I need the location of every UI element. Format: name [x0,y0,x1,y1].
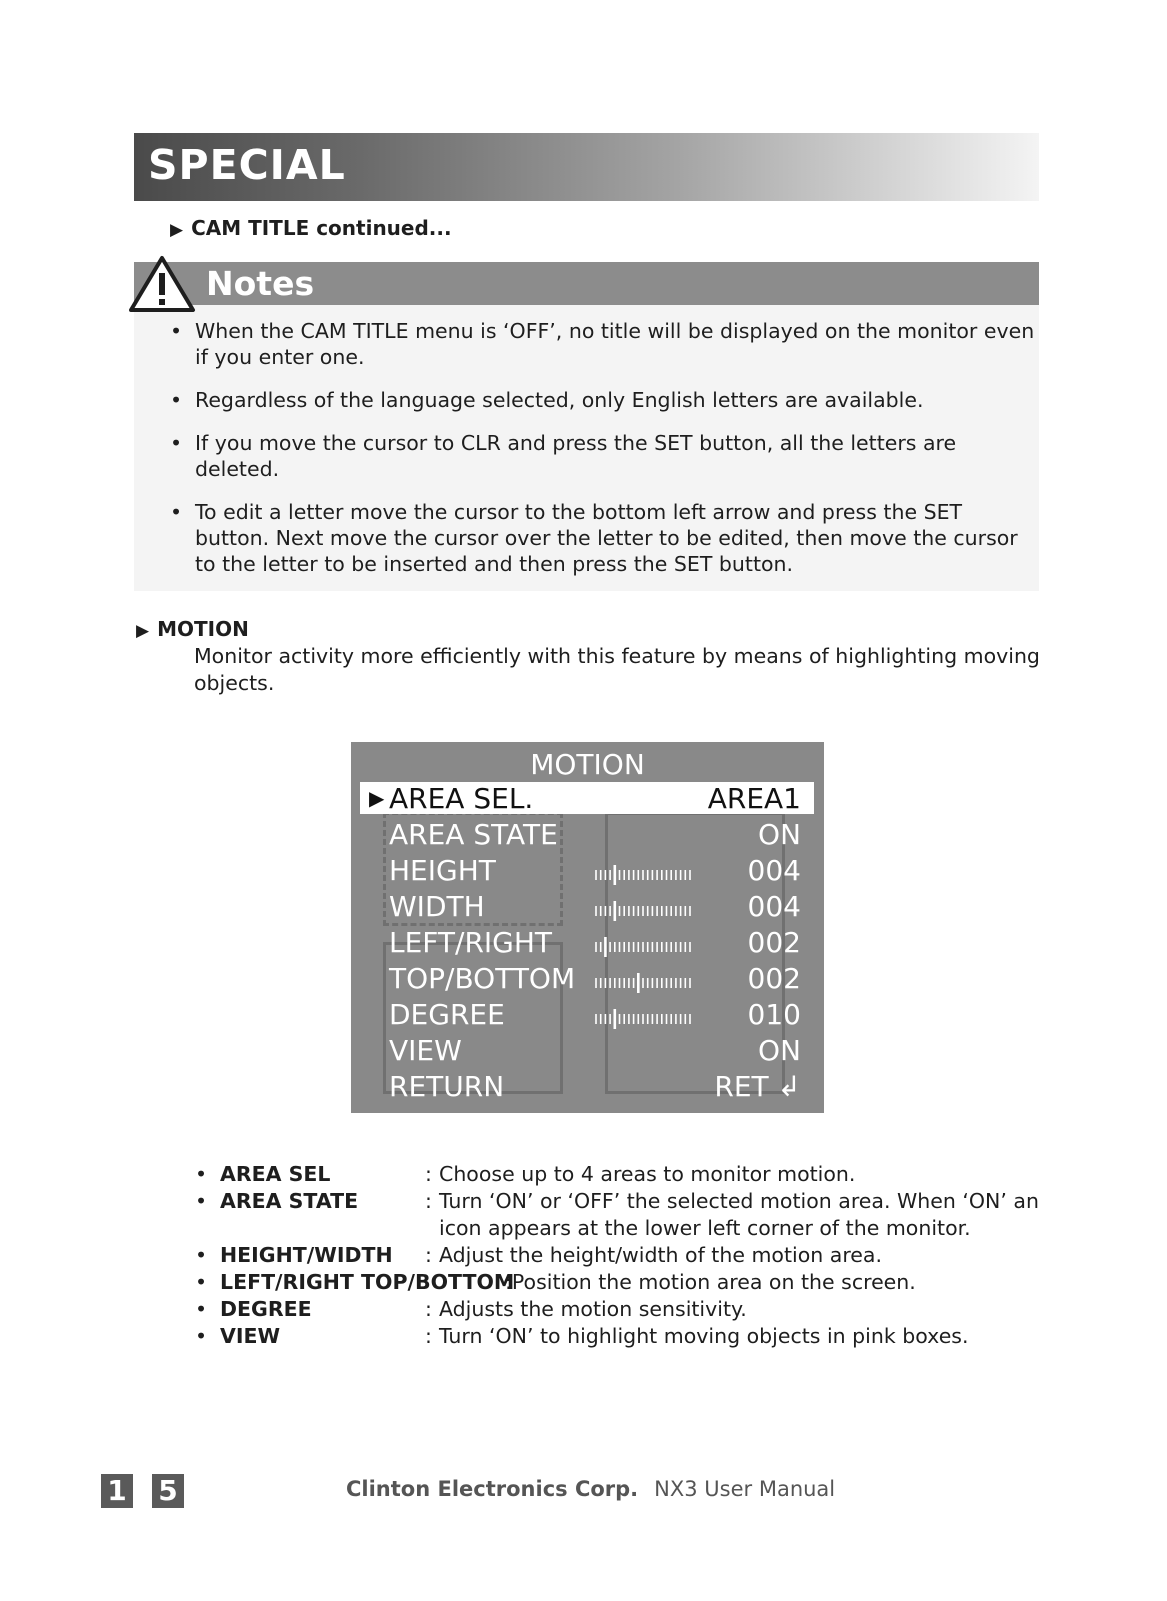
osd-row[interactable] [351,926,824,962]
parameter-list [195,1161,1095,1350]
motion-description: Monitor activity more efficiently with this feature by means of highlighting moving objects. [194,644,1040,695]
osd-row-value: 002 [747,962,801,995]
notes-list [166,318,1036,594]
bullet: • [195,1270,208,1294]
note-item: • When the CAM TITLE menu is ‘OFF’, no title will be displayed on the monitor even if you enter one. [170,319,1035,369]
colon-separator: : [425,1189,432,1213]
osd-row[interactable] [351,962,824,998]
osd-row-label: RETURN [389,1070,505,1103]
osd-slider[interactable] [594,901,692,921]
osd-cursor-icon: ▶ [369,786,385,810]
osd-row-value: 004 [747,854,801,887]
parameter-item [195,1242,1095,1269]
colon-separator: : [425,1243,432,1267]
notes-title: Notes [206,264,315,303]
parameter-item [195,1161,1095,1188]
osd-row[interactable] [351,782,824,818]
osd-slider[interactable] [594,937,692,957]
osd-row-label: AREA SEL. [389,782,534,815]
parameter-name: AREA STATE [220,1189,359,1213]
parameter-description: :Position the motion area on the screen. [505,1270,916,1294]
osd-slider[interactable] [594,1009,692,1029]
bullet: • [195,1162,208,1186]
section-title: SPECIAL [148,141,346,189]
colon-separator: : [425,1324,432,1348]
parameter-item [195,1296,1095,1323]
osd-row[interactable] [351,890,824,926]
parameter-name: LEFT/RIGHT TOP/BOTTOM [220,1270,515,1294]
bullet: • [195,1243,208,1267]
parameter-name: AREA SEL [220,1162,331,1186]
osd-row[interactable] [351,1034,824,1070]
parameter-description: Adjusts the motion sensitivity. [439,1297,747,1321]
osd-row[interactable] [351,998,824,1034]
page-number-digit: 1 [101,1474,133,1508]
parameter-item [195,1323,1095,1350]
osd-row-label: AREA STATE [389,818,558,851]
motion-heading-text: MOTION [157,617,249,641]
osd-row-value: ON [758,818,801,851]
cam-title-continued [170,216,452,240]
osd-row-value: 004 [747,890,801,923]
colon-separator: : [425,1162,432,1186]
parameter-description: Turn ‘ON’ or ‘OFF’ the selected motion area. When ‘ON’ an icon appears at the lower left corner of the monitor. [439,1189,1039,1240]
notes-header [134,262,1039,305]
osd-row-label: DEGREE [389,998,505,1031]
osd-row-label: TOP/BOTTOM [389,962,576,995]
parameter-description: Turn ‘ON’ to highlight moving objects in pink boxes. [439,1324,969,1348]
note-item: • To edit a letter move the cursor to the bottom left arrow and press the SET button. Next move the cursor over the letter to be edited, then move the cursor to the letter to be inserted and then press the SET button. [170,500,1018,576]
osd-slider[interactable] [594,865,692,885]
note-item: • If you move the cursor to CLR and press the SET button, all the letters are deleted. [170,431,957,481]
osd-row-label: VIEW [389,1034,462,1067]
motion-heading [136,617,249,641]
note-item: • Regardless of the language selected, only English letters are available. [170,388,924,412]
cam-title-continued-text: CAM TITLE continued... [191,216,452,240]
bullet: • [195,1324,208,1348]
parameter-name: VIEW [220,1324,281,1348]
osd-row-value: 010 [747,998,801,1031]
parameter-description: Adjust the height/width of the motion area. [439,1243,882,1267]
page-number-digit: 5 [152,1474,184,1508]
parameter-name: HEIGHT/WIDTH [220,1243,393,1267]
osd-title: MOTION [530,748,645,781]
parameter-name: DEGREE [220,1297,312,1321]
footer-manual: NX3 User Manual [654,1477,836,1501]
footer-company: Clinton Electronics Corp. [346,1477,639,1501]
parameter-item [195,1188,1095,1242]
triangle-bullet-icon: ▶ [170,220,184,240]
colon-separator: : [425,1297,432,1321]
osd-row[interactable] [351,854,824,890]
triangle-bullet-icon: ▶ [136,621,150,641]
osd-row[interactable] [351,818,824,854]
bullet: • [195,1189,208,1213]
osd-row-value: 002 [747,926,801,959]
footer [346,1477,835,1501]
warning-icon [128,255,196,313]
osd-row-label: HEIGHT [389,854,496,887]
bullet: • [195,1297,208,1321]
parameter-item [195,1269,1095,1296]
osd-slider[interactable] [594,973,692,993]
section-header [134,133,1039,201]
osd-row[interactable] [351,1070,824,1106]
motion-osd-menu [351,742,824,1113]
osd-row-label: LEFT/RIGHT [389,926,553,959]
osd-row-value: RET ↲ [714,1070,801,1103]
osd-row-value: AREA1 [707,782,801,815]
osd-row-label: WIDTH [389,890,485,923]
osd-row-value: ON [758,1034,801,1067]
parameter-description: Choose up to 4 areas to monitor motion. [439,1162,856,1186]
